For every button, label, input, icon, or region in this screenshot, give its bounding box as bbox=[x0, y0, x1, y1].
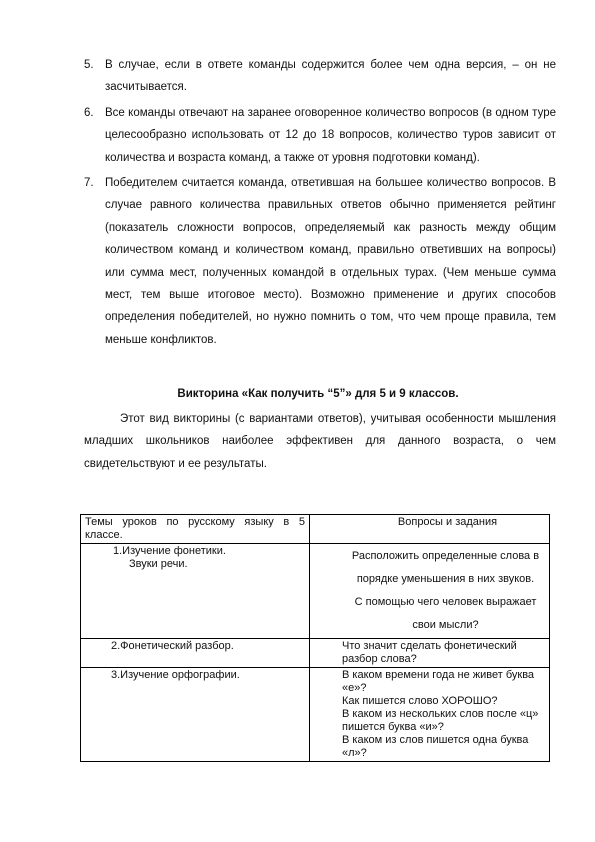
list-item-number: 6. bbox=[84, 106, 94, 119]
table-row bbox=[81, 668, 550, 762]
table-cell-topic: 2.Фонетический разбор. bbox=[81, 639, 310, 668]
list-item bbox=[84, 54, 556, 99]
list-item-text: Все команды отвечают на заранее оговоренное количество вопросов (в одном туре целесообразно использовать от 12 до 18 вопросов, количество туров зависит от количества и возраста команд, а также от уровня подготовки команд). bbox=[105, 106, 556, 164]
quiz-table bbox=[80, 514, 550, 762]
question-text: С помощью чего человек выражает свои мысли? bbox=[354, 596, 537, 631]
question-text: Как пишется слово ХОРОШО? bbox=[342, 695, 498, 707]
table-row bbox=[81, 544, 550, 639]
table-cell-questions bbox=[310, 639, 550, 668]
table-header-row bbox=[81, 515, 550, 544]
table-cell-questions bbox=[310, 544, 550, 639]
table-row bbox=[81, 639, 550, 668]
rules-list bbox=[84, 54, 556, 354]
question-text: Что значит сделать фонетический разбор слова? bbox=[342, 640, 517, 665]
table-header-topics: Темы уроков по русскому языку в 5 классе. bbox=[81, 515, 310, 544]
question-text: Расположить определенные слова в порядке уменьшения в них звуков. bbox=[351, 550, 540, 585]
list-item bbox=[84, 172, 556, 351]
question-text: В каком из нескольких слов после «ц» пишется буква «и»? bbox=[342, 708, 539, 733]
question-text: В каком из слов пишется одна буква «л»? bbox=[342, 734, 529, 759]
intro-paragraph: Этот вид викторины (с вариантами ответов), учитывая особенности мышления младших школьников наиболее эффективен для данного возраста, о чем свидетельствуют и ее результаты. bbox=[84, 413, 556, 470]
table-cell-questions bbox=[310, 668, 550, 762]
list-item-number: 7. bbox=[84, 177, 94, 190]
section-heading: Викторина «Как получить “5”» для 5 и 9 классов. bbox=[177, 388, 459, 400]
question-text: В каком времени года не живет буква «е»? bbox=[342, 669, 535, 694]
list-item-number: 5. bbox=[84, 59, 94, 71]
topic-text: 1.Изучение фонетики. bbox=[113, 545, 226, 557]
table-cell-topic: 3.Изучение орфографии. bbox=[81, 668, 310, 762]
topic-subtext: Звуки речи. bbox=[129, 558, 188, 570]
table-header-questions: Вопросы и задания bbox=[310, 515, 550, 544]
list-item-text: Победителем считается команда, ответившая на большее количество вопросов. В случае равного количества правильных ответов обычно применяется рейтинг (показатель сложности вопросов, определяемый как разность между общим количеством команд и количеством команд, правильно ответивших на вопросы) или сумма мест, полученных командой в отдельных турах. (Чем меньше сумма мест, тем выше итоговое место). Возможно применение и других способов определения победителей, но нужно помнить о том, что чем проще правила, тем меньше конфликтов. bbox=[105, 177, 556, 346]
list-item-text: В случае, если в ответе команды содержится более чем одна версия, – он не засчитывается. bbox=[105, 59, 556, 94]
list-item bbox=[84, 102, 556, 169]
table-cell-topic bbox=[81, 544, 310, 639]
